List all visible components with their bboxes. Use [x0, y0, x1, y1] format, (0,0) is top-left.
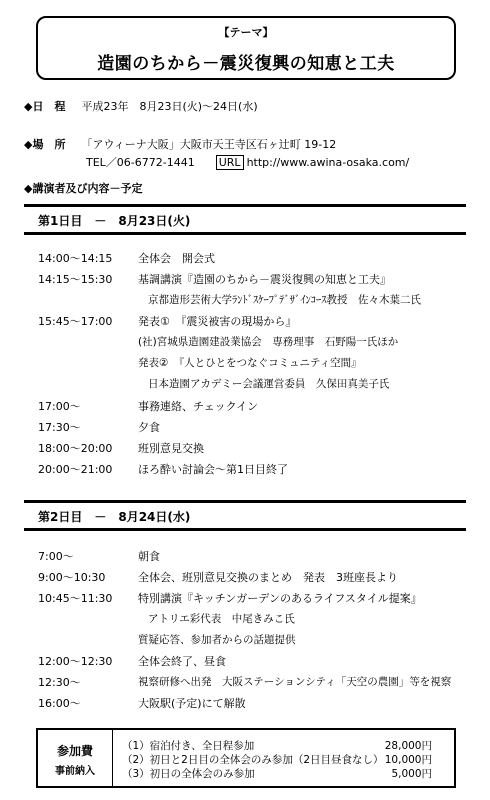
place-label: ◆場 所 [24, 138, 66, 151]
fee-title: 参加費 [56, 744, 93, 758]
speaker-line: 日本造園アカデミー会議運営委員 久保田真美子氏 [148, 378, 390, 390]
fee-item-price: 5,000円 [391, 768, 432, 780]
day2-top-rule [24, 500, 466, 503]
contact-line [86, 154, 409, 170]
row-time: 14:15～15:30 [38, 273, 113, 286]
day1-heading: 第1日目 － 8月23日(火) [38, 214, 191, 228]
day2-heading: 第2日目 － 8月24日(水) [38, 510, 191, 524]
row-desc: 視察研修へ出発 大阪ステーションシティ「天空の農園」等を視察 [138, 676, 452, 688]
row-desc: 班別意見交換 [138, 442, 204, 455]
row-desc: 基調講演『造園のちから－震災復興の知恵と工夫』 [138, 273, 391, 286]
speaker-line: (社)宮城県造園建設業協会 専務理事 石野陽一氏ほか [138, 336, 399, 348]
program-label: ◆講演者及び内容－予定 [24, 182, 143, 195]
row-time: 12:00～12:30 [38, 655, 113, 668]
row-time: 12:30～ [38, 676, 81, 689]
date-line [24, 98, 258, 114]
url-link[interactable]: http://www.awina-osaka.com/ [246, 156, 410, 169]
fee-item-label: （3）初日の全体会のみ参加 [122, 768, 255, 780]
row-desc: 特別講演『キッチンガーデンのあるライフスタイル提案』 [138, 592, 422, 605]
fee-subtitle: 事前納入 [55, 766, 95, 777]
row-desc: 全体会、班別意見交換のまとめ 発表 3班座長より [138, 571, 398, 584]
row-time: 10:45～11:30 [38, 592, 113, 605]
day1-top-rule [24, 204, 466, 207]
presentation-line: 発表② 『人とひとをつなぐコミュニティ空間』 [138, 357, 362, 369]
day1-bottom-rule [24, 232, 466, 235]
row-desc: ほろ酔い討論会～第1日目終了 [138, 463, 288, 476]
fee-header [38, 730, 113, 786]
row-time: 17:30～ [38, 421, 81, 434]
speaker-line: 京都造形芸術大学ﾗﾝﾄﾞｽｹｰﾌﾟﾃﾞｻﾞｲﾝｺｰｽ教授 佐々木葉二氏 [148, 294, 421, 306]
day2-bottom-rule [24, 528, 466, 531]
theme-label: 【テーマ】 [218, 26, 274, 39]
row-time: 7:00～ [38, 550, 74, 563]
theme-title: 造園のちから－震災復興の知恵と工夫 [97, 54, 395, 74]
row-time: 16:00～ [38, 697, 81, 710]
date-label: ◆日 程 [24, 100, 66, 113]
row-desc: 全体会 開会式 [138, 252, 215, 265]
date-value: 平成23年 8月23日(火)～24日(水) [81, 100, 258, 113]
fee-box [36, 728, 456, 788]
fee-item-price: 28,000円 [384, 740, 432, 752]
row-time: 9:00～10:30 [38, 571, 106, 584]
place-value: 「アウィーナ大阪」大阪市天王寺区石ヶ辻町 19-12 [81, 138, 337, 151]
qa-line: 質疑応答、参加者からの話題提供 [138, 634, 296, 646]
row-desc: 大阪駅(予定)にて解散 [138, 697, 246, 710]
fee-item-price: 10,000円 [384, 754, 432, 766]
row-desc: 全体会終了、昼食 [138, 655, 226, 668]
row-desc: 夕食 [138, 421, 160, 434]
row-desc: 朝食 [138, 550, 160, 563]
place-line [24, 136, 336, 152]
speaker-line: アトリエ彩代表 中尾きみこ氏 [148, 613, 295, 625]
fee-item-label: （2）初日と2日目の全体会のみ参加（2日目昼食なし） [122, 754, 384, 766]
row-time: 17:00～ [38, 400, 81, 413]
row-time: 14:00～14:15 [38, 252, 113, 265]
row-time: 18:00～20:00 [38, 442, 113, 455]
url-label: URL [216, 155, 244, 170]
fee-item-label: （1）宿泊付き、全日程参加 [122, 740, 255, 752]
row-time: 20:00～21:00 [38, 463, 113, 476]
row-desc: 発表① 『震災被害の現場から』 [138, 315, 297, 328]
tel-text: TEL／06-6772-1441 [86, 156, 195, 169]
row-time: 15:45～17:00 [38, 315, 113, 328]
row-desc: 事務連絡、チェックイン [138, 400, 259, 413]
theme-box [36, 16, 456, 80]
